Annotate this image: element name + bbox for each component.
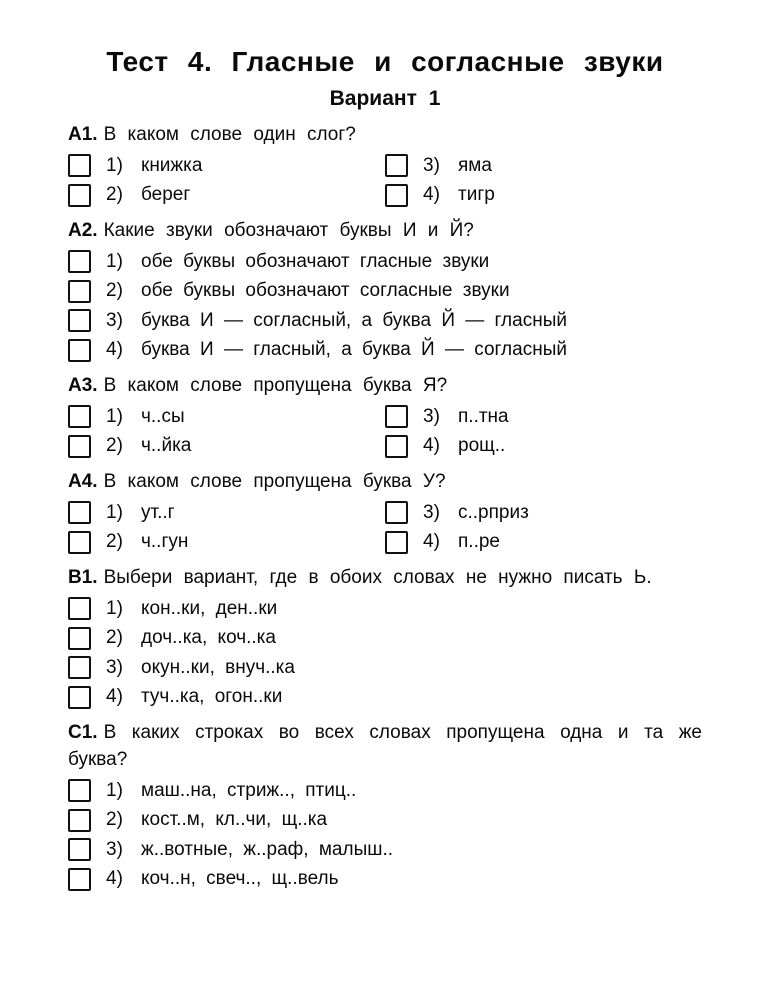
option-text: кон..ки, ден..ки (141, 597, 278, 619)
answer-checkbox[interactable] (68, 531, 91, 554)
option-number: 1) (106, 501, 123, 523)
option-row (68, 653, 702, 683)
option-number: 2) (106, 531, 123, 553)
answer-checkbox[interactable] (68, 309, 91, 332)
option-number: 1) (106, 405, 123, 427)
option-number: 1) (106, 597, 123, 619)
question-text: В каком слове пропущена буква Я? (103, 375, 448, 396)
option-text: доч..ка, коч..ка (141, 627, 276, 649)
option-text: коч..н, свеч.., щ..вель (141, 868, 339, 890)
question-head (68, 372, 702, 399)
answer-checkbox[interactable] (68, 597, 91, 620)
answer-checkbox[interactable] (385, 531, 408, 554)
option-row (68, 306, 702, 336)
option-row (68, 402, 385, 432)
option-text: буква И — согласный, а буква Й — гласный (141, 309, 567, 331)
option-row (385, 432, 702, 462)
options-a1 (68, 151, 702, 210)
question-label: С1. (68, 722, 98, 743)
option-number: 2) (106, 809, 123, 831)
option-row (68, 865, 702, 895)
option-row (68, 247, 702, 277)
question-a3 (68, 372, 702, 461)
answer-checkbox[interactable] (68, 280, 91, 303)
question-label: А1. (68, 124, 98, 145)
answer-checkbox[interactable] (68, 686, 91, 709)
question-head (68, 121, 702, 148)
option-text: яма (458, 154, 492, 176)
option-number: 2) (106, 280, 123, 302)
question-label: А2. (68, 220, 98, 241)
question-head (68, 217, 702, 244)
answer-checkbox[interactable] (68, 250, 91, 273)
option-row (68, 336, 702, 366)
question-text: В каком слове один слог? (103, 124, 356, 145)
answer-checkbox[interactable] (385, 405, 408, 428)
option-text: ч..сы (141, 405, 185, 427)
option-number: 1) (106, 154, 123, 176)
option-row (68, 776, 702, 806)
options-c1 (68, 776, 702, 894)
question-head (68, 719, 702, 773)
option-number: 3) (423, 501, 440, 523)
option-text: книжка (141, 154, 203, 176)
option-row (385, 181, 702, 211)
option-row (68, 835, 702, 865)
question-b1 (68, 564, 702, 712)
option-text: ч..гун (141, 531, 189, 553)
option-text: обе буквы обозначают гласные звуки (141, 250, 490, 272)
variant-subtitle: Вариант 1 (329, 87, 441, 110)
option-number: 2) (106, 184, 123, 206)
option-number: 3) (423, 405, 440, 427)
answer-checkbox[interactable] (68, 656, 91, 679)
options-a2 (68, 247, 702, 365)
option-number: 4) (423, 184, 440, 206)
option-text: ч..йка (141, 435, 192, 457)
option-number: 1) (106, 250, 123, 272)
option-row (68, 594, 702, 624)
option-text: тигр (458, 184, 495, 206)
options-a3 (68, 402, 702, 461)
option-text: кост..м, кл..чи, щ..ка (141, 809, 328, 831)
answer-checkbox[interactable] (68, 501, 91, 524)
option-row (68, 151, 385, 181)
option-number: 4) (106, 339, 123, 361)
option-row (68, 432, 385, 462)
option-number: 1) (106, 779, 123, 801)
option-row (385, 151, 702, 181)
answer-checkbox[interactable] (68, 435, 91, 458)
question-head (68, 468, 702, 495)
question-text: Какие звуки обозначают буквы И и Й? (103, 220, 474, 241)
question-a1 (68, 121, 702, 210)
option-number: 4) (106, 868, 123, 890)
question-a4 (68, 468, 702, 557)
option-text: п..тна (458, 405, 509, 427)
option-row (68, 277, 702, 307)
question-head (68, 564, 702, 591)
option-number: 4) (106, 686, 123, 708)
option-number: 2) (106, 627, 123, 649)
option-row (68, 806, 702, 836)
options-a4 (68, 498, 702, 557)
option-text: рощ.. (458, 435, 506, 457)
question-text: В каком слове пропущена буква У? (103, 471, 446, 492)
option-number: 2) (106, 435, 123, 457)
answer-checkbox[interactable] (385, 435, 408, 458)
answer-checkbox[interactable] (68, 868, 91, 891)
option-number: 4) (423, 531, 440, 553)
question-label: А4. (68, 471, 98, 492)
answer-checkbox[interactable] (68, 405, 91, 428)
page-title: Тест 4. Гласные и согласные звуки (106, 46, 664, 77)
answer-checkbox[interactable] (68, 838, 91, 861)
option-number: 3) (423, 154, 440, 176)
answer-checkbox[interactable] (385, 154, 408, 177)
option-text: туч..ка, огон..ки (141, 686, 283, 708)
question-c1 (68, 719, 702, 894)
question-label: В1. (68, 567, 98, 588)
option-row (385, 402, 702, 432)
answer-checkbox[interactable] (68, 627, 91, 650)
question-label: А3. (68, 375, 98, 396)
option-row (68, 528, 385, 558)
answer-checkbox[interactable] (68, 154, 91, 177)
answer-checkbox[interactable] (385, 501, 408, 524)
option-text: маш..на, стриж.., птиц.. (141, 779, 357, 801)
option-text: ут..г (141, 501, 175, 523)
question-a2 (68, 217, 702, 365)
answer-checkbox[interactable] (385, 184, 408, 207)
option-row (68, 498, 385, 528)
option-row (68, 181, 385, 211)
option-number: 3) (106, 838, 123, 860)
option-text: окун..ки, внуч..ка (141, 656, 295, 678)
option-row (385, 528, 702, 558)
option-text: ж..вотные, ж..раф, малыш.. (141, 838, 394, 860)
option-text: берег (141, 184, 191, 206)
option-number: 4) (423, 435, 440, 457)
answer-checkbox[interactable] (68, 809, 91, 832)
option-text: с..рприз (458, 501, 529, 523)
answer-checkbox[interactable] (68, 339, 91, 362)
question-text: Выбери вариант, где в обоих словах не нужно писать Ь. (103, 567, 652, 588)
option-text: п..ре (458, 531, 500, 553)
option-number: 3) (106, 656, 123, 678)
answer-checkbox[interactable] (68, 779, 91, 802)
answer-checkbox[interactable] (68, 184, 91, 207)
question-text: В каких строках во всех словах пропущена одна и та же буква? (68, 722, 702, 770)
option-text: обе буквы обозначают согласные звуки (141, 280, 510, 302)
option-text: буква И — гласный, а буква Й — согласный (141, 339, 567, 361)
option-row (68, 683, 702, 713)
options-b1 (68, 594, 702, 712)
option-row (68, 624, 702, 654)
option-row (385, 498, 702, 528)
option-number: 3) (106, 309, 123, 331)
